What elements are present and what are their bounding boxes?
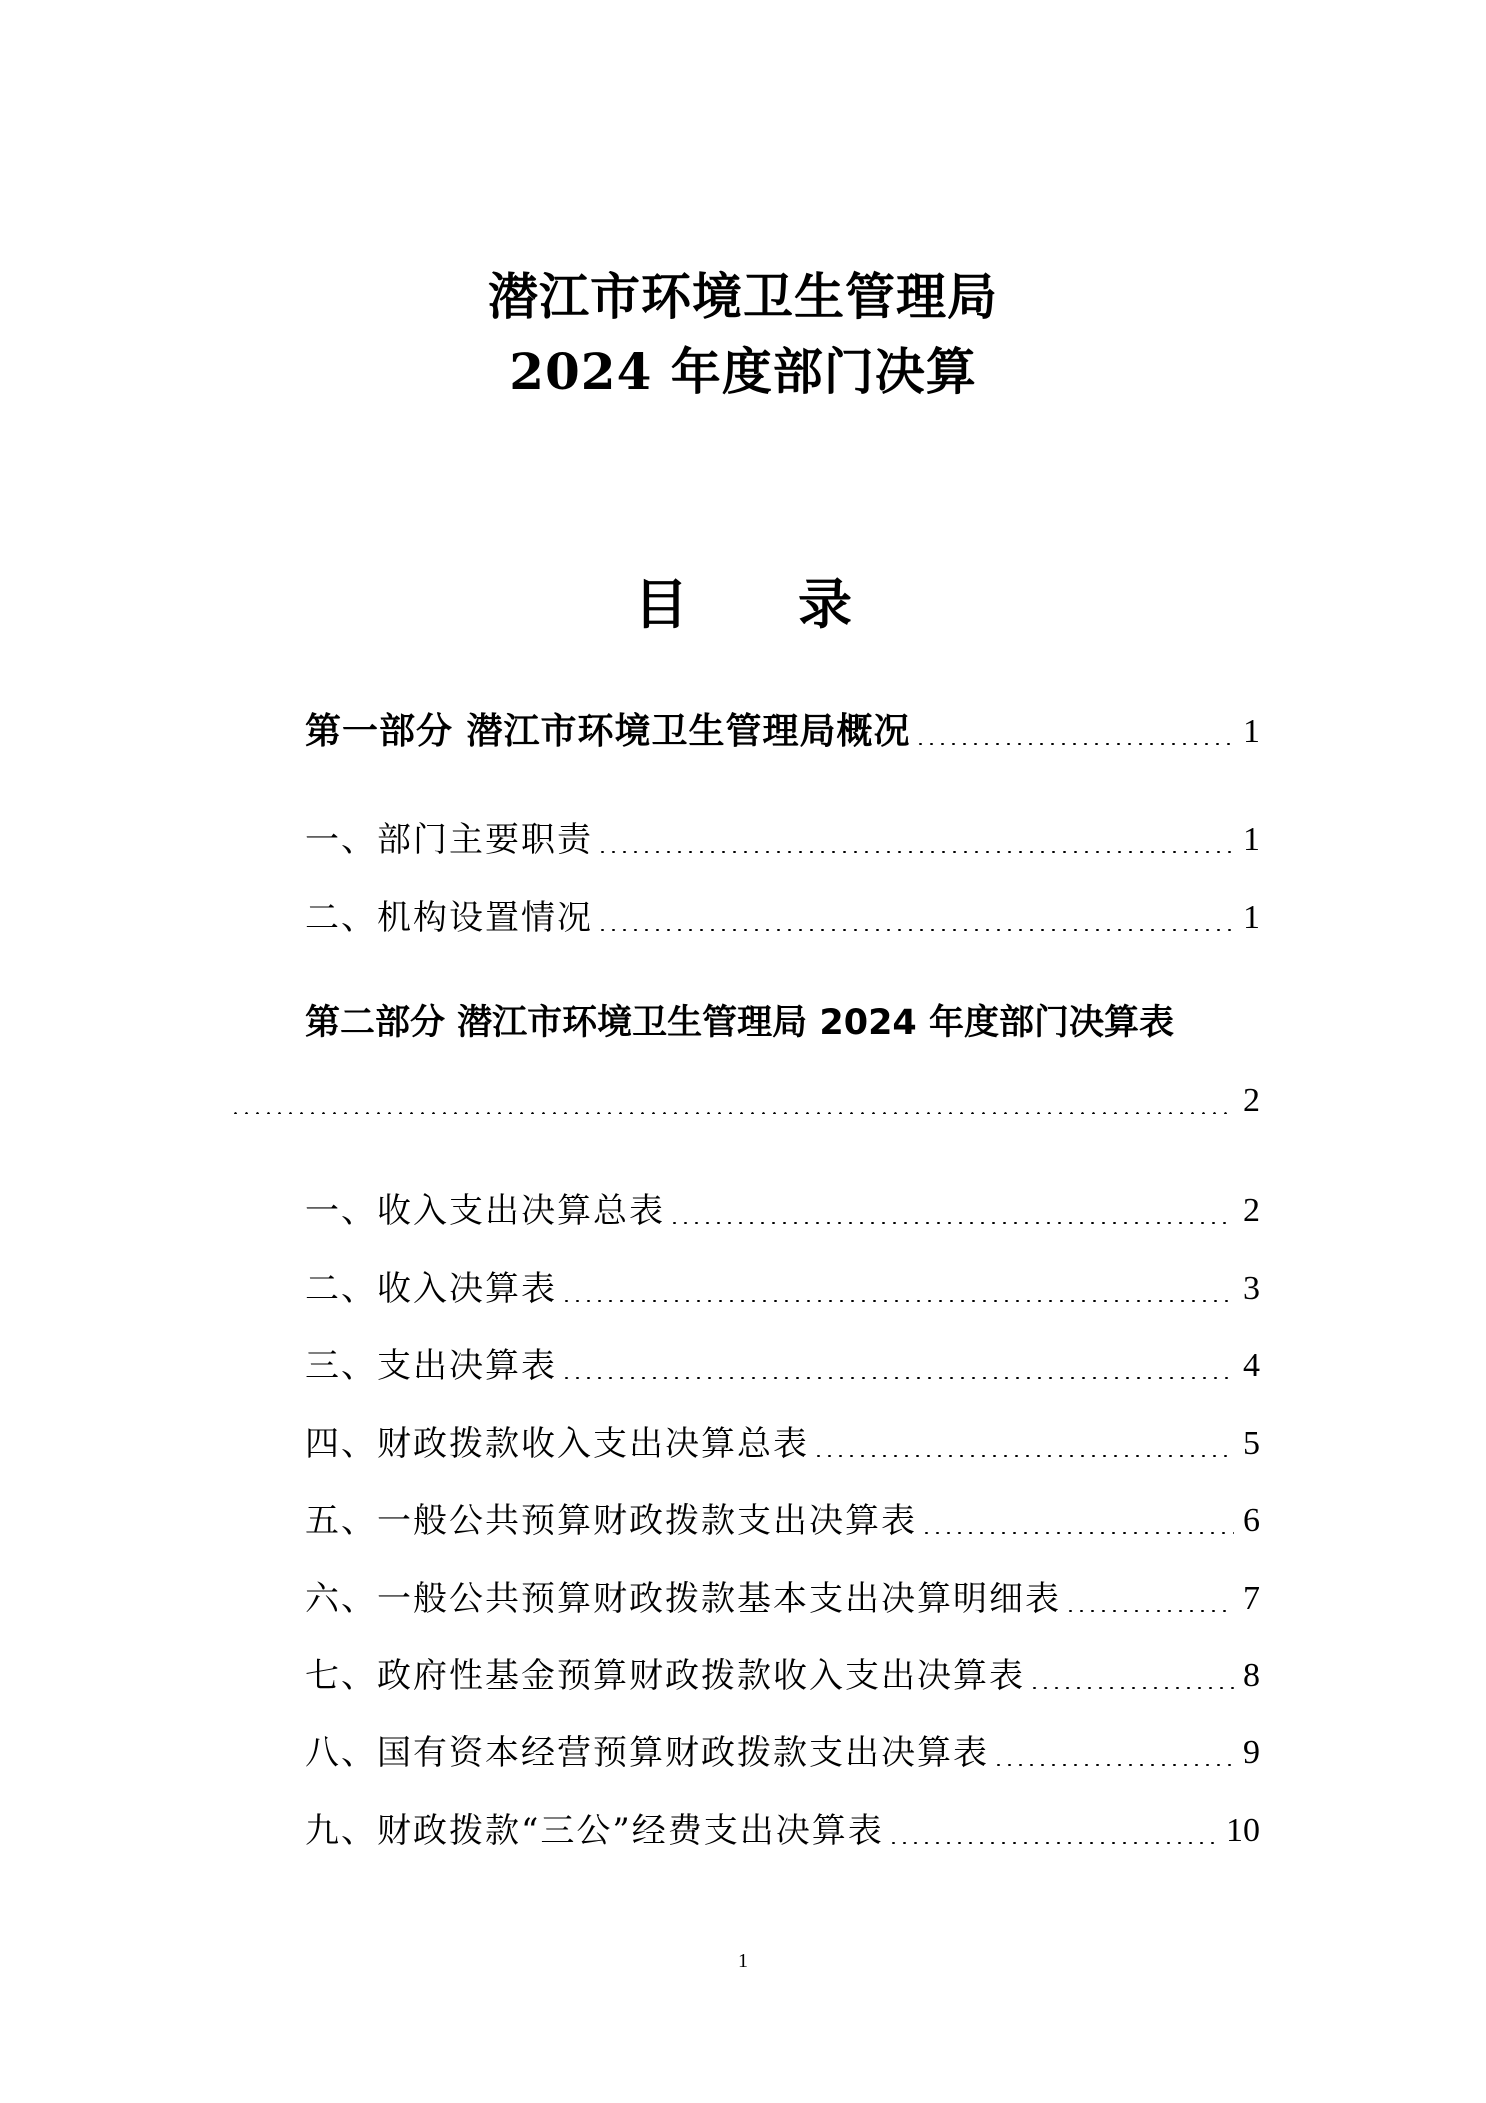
toc-entry[interactable] <box>305 1574 1260 1624</box>
toc-entry-label: 三、支出决算表 <box>305 1346 557 1386</box>
toc-entry-label: 七、政府性基金预算财政拨款收入支出决算表 <box>305 1656 1025 1696</box>
dot-leader <box>561 1377 1234 1379</box>
toc-part2-entry-leader[interactable] <box>230 1076 1260 1126</box>
dot-leader <box>888 1842 1220 1844</box>
toc-entry[interactable] <box>305 1264 1260 1314</box>
toc-entry[interactable] <box>305 1186 1260 1236</box>
toc-entry-page: 5 <box>1243 1425 1260 1462</box>
toc-entry[interactable] <box>305 815 1260 865</box>
toc-entry[interactable] <box>305 1341 1260 1391</box>
toc-entry-label: 一、收入支出决算总表 <box>305 1191 665 1231</box>
toc-entry-page: 9 <box>1243 1734 1260 1771</box>
dot-leader <box>597 851 1234 853</box>
toc-entry-page: 1 <box>1243 899 1260 936</box>
toc-entry-page: 2 <box>1243 1082 1260 1119</box>
toc-entry-label: 二、收入决算表 <box>305 1269 557 1309</box>
toc-entry-page: 8 <box>1243 1657 1260 1694</box>
toc-entry[interactable] <box>305 1419 1260 1469</box>
toc-entry-page: 2 <box>1243 1192 1260 1229</box>
toc-part2-entry-label[interactable]: 第二部分 潜江市环境卫生管理局 2024 年度部门决算表 <box>305 1003 1174 1043</box>
dot-leader <box>669 1222 1234 1224</box>
dot-leader <box>813 1455 1234 1457</box>
toc-entry-page: 1 <box>1243 821 1260 858</box>
toc-entry-page: 1 <box>1243 713 1260 750</box>
dot-leader <box>230 1112 1233 1114</box>
dot-leader <box>915 743 1234 745</box>
toc-entry[interactable] <box>305 1728 1260 1778</box>
toc-entry-label: 五、一般公共预算财政拨款支出决算表 <box>305 1501 917 1541</box>
toc-entry-label: 四、财政拨款收入支出决算总表 <box>305 1424 809 1464</box>
toc-part1-entry[interactable] <box>305 707 1260 757</box>
toc-entry[interactable] <box>305 1806 1260 1856</box>
toc-entry[interactable] <box>305 893 1260 943</box>
toc-entry-label: 八、国有资本经营预算财政拨款支出决算表 <box>305 1733 989 1773</box>
document-title-line1: 潜江市环境卫生管理局 <box>488 267 998 326</box>
toc-entry-page: 10 <box>1226 1812 1260 1849</box>
toc-entry-label: 九、财政拨款“三公”经费支出决算表 <box>305 1811 884 1851</box>
dot-leader <box>993 1764 1234 1766</box>
toc-entry-page: 3 <box>1243 1270 1260 1307</box>
toc-heading: 目录 <box>634 572 962 636</box>
toc-entry-label: 六、一般公共预算财政拨款基本支出决算明细表 <box>305 1579 1061 1619</box>
dot-leader <box>597 929 1234 931</box>
dot-leader <box>561 1300 1234 1302</box>
toc-entry-label: 第一部分 潜江市环境卫生管理局概况 <box>305 711 911 752</box>
toc-entry-page: 7 <box>1243 1580 1260 1617</box>
page-number: 1 <box>738 1950 748 1972</box>
document-title-line2: 2024 年度部门决算 <box>509 342 977 401</box>
dot-leader <box>921 1532 1234 1534</box>
toc-entry[interactable] <box>305 1651 1260 1701</box>
toc-entry[interactable] <box>305 1496 1260 1546</box>
dot-leader <box>1029 1687 1234 1689</box>
toc-entry-label: 一、部门主要职责 <box>305 820 593 860</box>
toc-entry-label: 二、机构设置情况 <box>305 898 593 938</box>
dot-leader <box>1065 1610 1234 1612</box>
toc-entry-page: 6 <box>1243 1502 1260 1539</box>
toc-entry-page: 4 <box>1243 1347 1260 1384</box>
